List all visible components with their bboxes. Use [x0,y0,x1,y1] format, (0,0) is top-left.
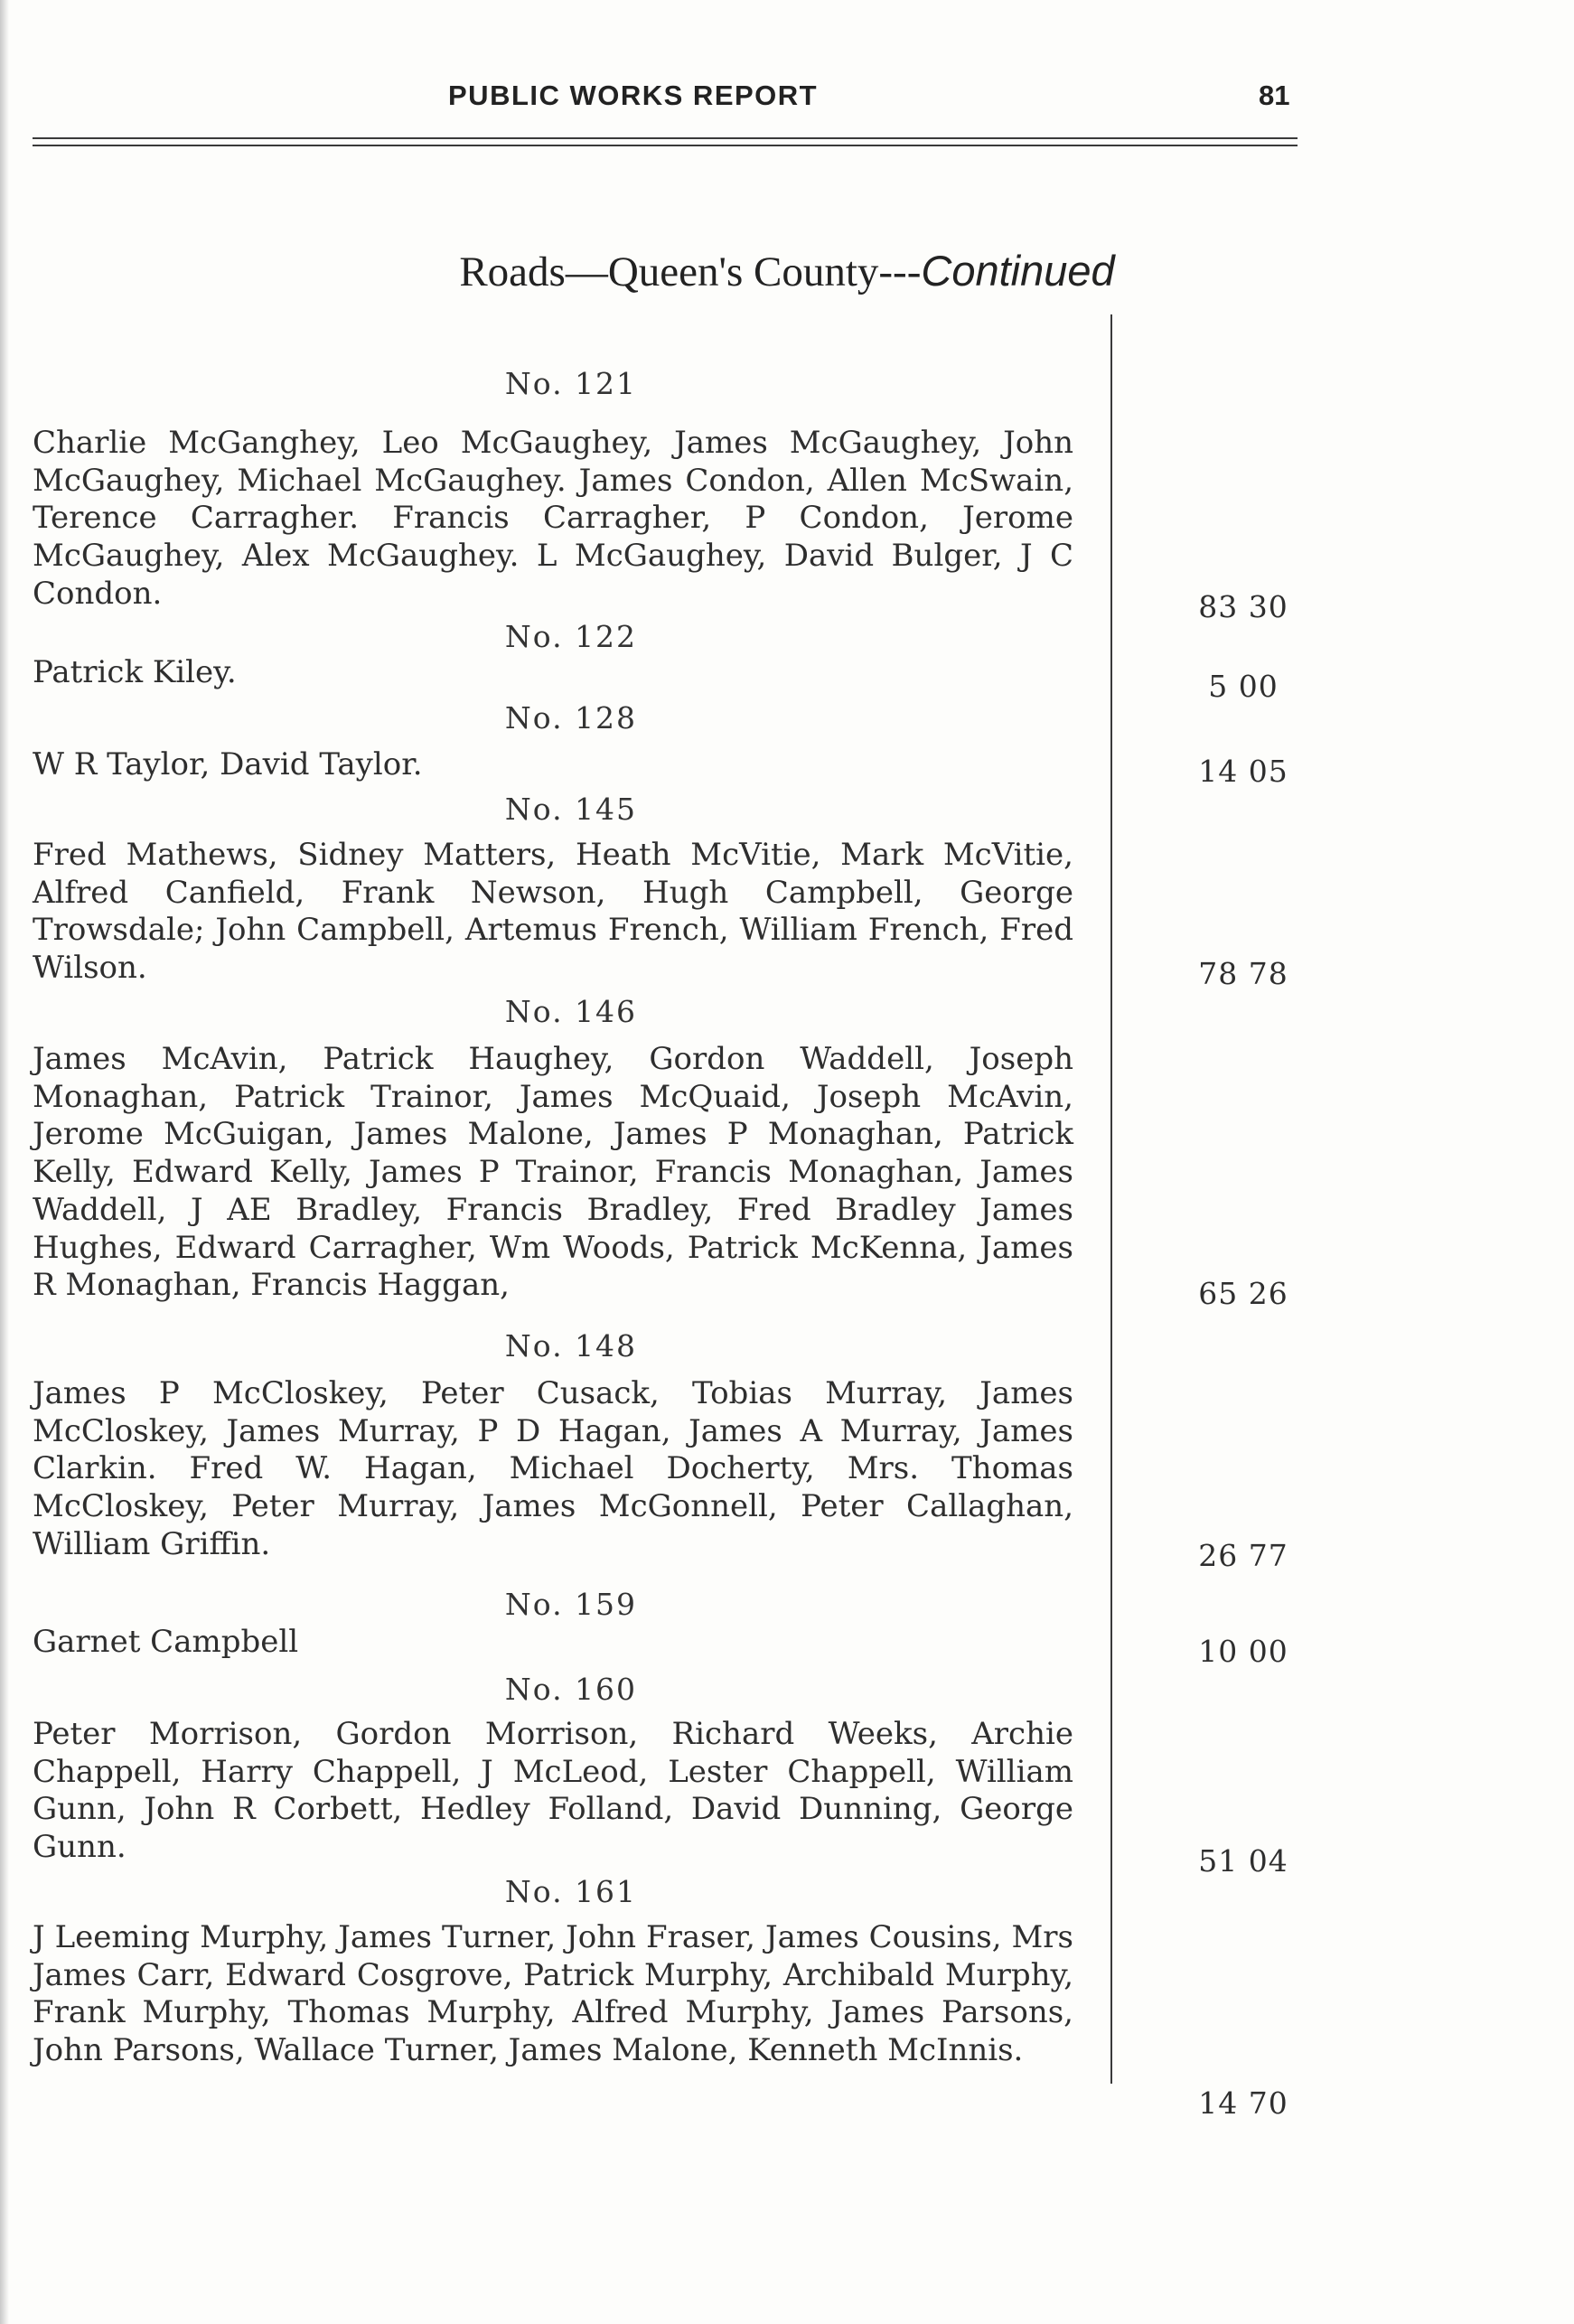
entry-amount: 26 77 [1198,1538,1288,1573]
entry-amount: 78 78 [1198,956,1288,991]
entry-number: No. 122 [504,619,638,654]
entry-names: Patrick Kiley. [33,654,237,690]
entry-number: No. 145 [504,792,638,827]
entry-number: No. 160 [504,1672,638,1707]
entry-names: J Leeming Murphy, James Turner, John Fraser, James Cousins, Mrs James Carr, Edward Cosgrove, Patrick Murphy, Archibald Murphy, Frank Murphy, Thomas Murphy, Alfred Murphy, James Parsons, John Parsons, Wallace Turner, James Malone, Kenneth McInnis. [33,1919,1073,2069]
entry-names: W R Taylor, David Taylor. [33,746,423,782]
entry-number: No. 161 [504,1874,638,1909]
entry-names: Garnet Campbell [33,1624,299,1660]
header-rule-bottom [33,145,1298,146]
section-title-text: Roads—Queen's County--- [459,248,922,295]
section-title-continued: Continued [921,247,1115,295]
entry-names: Fred Mathews, Sidney Matters, Heath McVitie, Mark McVitie, Alfred Canfield, Frank Newson, Hugh Campbell, George Trowsdale; John Campbell, Artemus French, William French, Fred Wilson. [33,837,1073,987]
entry-amount: 10 00 [1198,1634,1288,1669]
entry-names: Charlie McGanghey, Leo McGaughey, James McGaughey, John McGaughey, Michael McGaughey. James Condon, Allen McSwain, Terence Carragher. Francis Carragher, P Condon, Jerome McGaughey, Alex McGaughey. L McGaughey, David Bulger, J C Condon. [33,425,1073,612]
entry-amount: 51 04 [1198,1843,1288,1879]
entry-amount: 83 30 [1198,589,1288,624]
scan-edge-shadow [0,0,9,2324]
entry-names: James P McCloskey, Peter Cusack, Tobias Murray, James McCloskey, James Murray, P D Hagan, James A Murray, James Clarkin. Fred W. Hagan, Michael Docherty, Mrs. Thomas McCloskey, Peter Murray, James McGonnell, Peter Callaghan, William Griffin. [33,1375,1073,1562]
entry-number: No. 148 [504,1328,638,1363]
entry-number: No. 128 [504,700,638,736]
entry-amount: 5 00 [1208,669,1279,704]
entry-number: No. 121 [504,366,638,401]
header-rule-top [33,137,1298,139]
entry-names: James McAvin, Patrick Haughey, Gordon Waddell, Joseph Monaghan, Patrick Trainor, James McQuaid, Joseph McAvin, Jerome McGuigan, James Malone, James P Monaghan, Patrick Kelly, Edward Kelly, James P Trainor, Francis Monaghan, James Waddell, J AE Bradley, Francis Bradley, Fred Bradley James Hughes, Edward Carragher, Wm Woods, Patrick McKenna, James R Monaghan, Francis Haggan, [33,1041,1073,1304]
page-header [33,80,1298,116]
section-title [0,246,1574,296]
page-number: 81 [1259,80,1290,111]
entry-amount: 14 05 [1198,754,1288,789]
entry-names: Peter Morrison, Gordon Morrison, Richard Weeks, Archie Chappell, Harry Chappell, J McLeod, Lester Chappell, William Gunn, John R Corbett, Hedley Folland, David Dunning, George Gunn. [33,1716,1073,1866]
entry-number: No. 146 [504,994,638,1029]
amount-column-rule [1110,314,1112,2084]
entry-amount: 14 70 [1198,2085,1288,2121]
entry-amount: 65 26 [1198,1276,1288,1311]
running-header-title: PUBLIC WORKS REPORT [448,80,819,111]
entry-number: No. 159 [504,1587,638,1622]
